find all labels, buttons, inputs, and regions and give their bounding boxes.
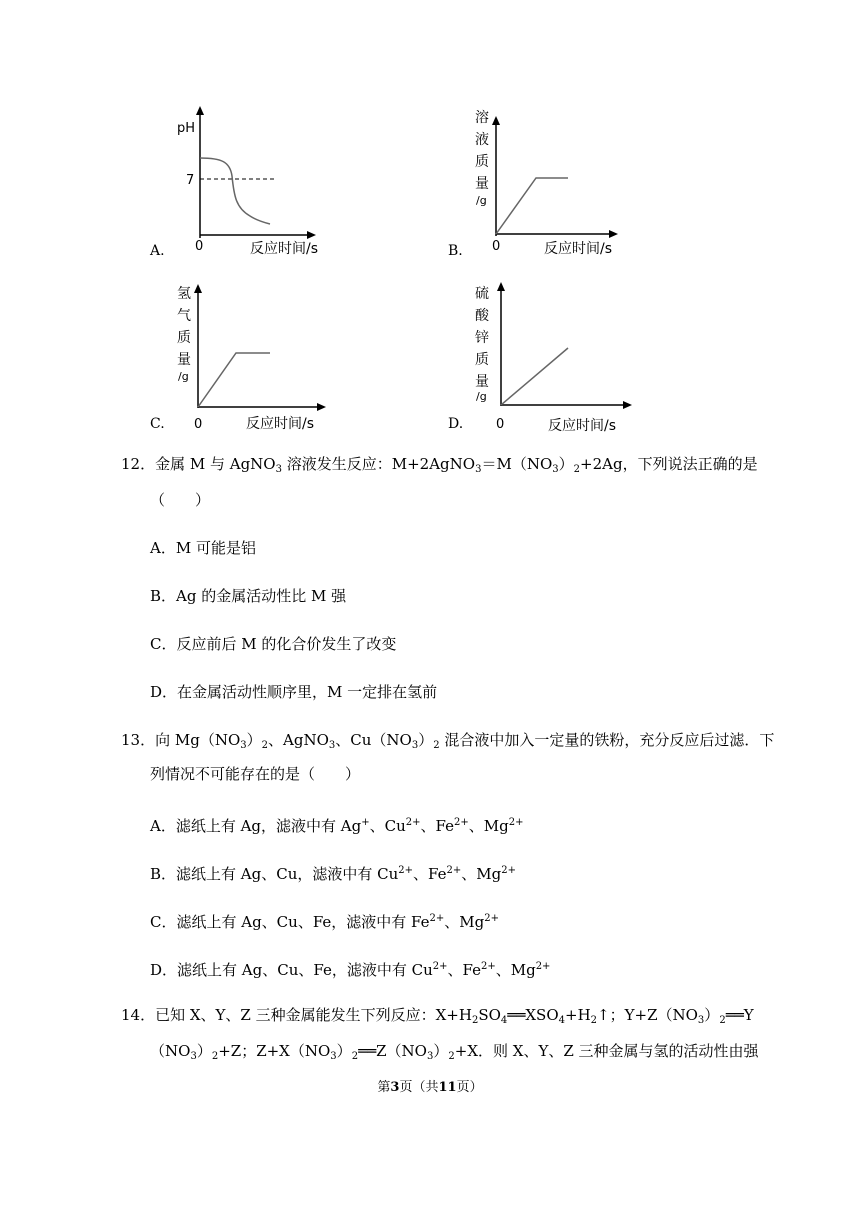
hydrogen-line xyxy=(198,353,270,407)
y-label-char-1: 硫 xyxy=(475,286,489,302)
q13-option-d: D．滤纸上有 Ag、Cu、Fe，滤液中有 $Cu^{2+}$、$Fe^{2+}$、$Mg^{2+}$ xyxy=(150,961,551,979)
y-label-char-2: 液 xyxy=(475,132,489,148)
y-label-char-3: 质 xyxy=(475,154,489,170)
option-a-letter: A. xyxy=(150,243,165,259)
origin-label: 0 xyxy=(496,417,505,432)
q13-stem-line2: 列情况不可能存在的是（ ） xyxy=(150,765,361,783)
x-arrow-icon xyxy=(623,401,632,409)
q12-answer-paren: （ ） xyxy=(150,491,211,509)
y-label-char-1: 溶 xyxy=(475,110,489,126)
x-arrow-icon xyxy=(307,231,316,239)
x-axis-label: 反应时间/s xyxy=(548,418,617,434)
origin-label: 0 xyxy=(195,239,204,254)
option-b-letter: B. xyxy=(448,243,463,259)
y-label-char-5: 量 xyxy=(475,374,489,390)
q12-option-d: D．在金属活动性顺序里，M 一定排在氢前 xyxy=(150,683,438,701)
graph-a xyxy=(160,100,420,260)
q12-option-b: B．Ag 的金属活动性比 M 强 xyxy=(150,587,347,605)
y-arrow-icon xyxy=(194,284,202,293)
y-label-char-4: 量 xyxy=(177,352,191,368)
x-axis-label: 反应时间/s xyxy=(250,241,319,257)
y-arrow-icon xyxy=(497,282,505,291)
y-arrow-icon xyxy=(492,116,500,125)
y-label-char-2: 酸 xyxy=(475,308,489,324)
x-axis-label: 反应时间/s xyxy=(544,241,613,257)
q13-stem-line1: 13．向 $Mg(NO_3)_2$、AgNO$_3$、$Cu(NO_3)_2$ 混合液中加入一定量的铁粉，充分反应后过滤．下 xyxy=(121,731,775,751)
option-d-letter: D. xyxy=(448,416,464,432)
q13-option-c: C．滤纸上有 Ag、Cu、Fe，滤液中有 $Fe^{2+}$、$Mg^{2+}$ xyxy=(150,913,499,931)
q14-stem-line1: 14．已知 X、Y、Z 三种金属能发生下列反应：$X+H_2SO_4══XSO_4+H_2↑$；$Y+Z(NO_3)_2══Y$ xyxy=(121,1006,754,1026)
y-label-char-4: 量 xyxy=(475,176,489,192)
y-label-char-1: 氢 xyxy=(177,286,191,302)
q12-option-a: A．M 可能是铝 xyxy=(150,539,256,557)
x-arrow-icon xyxy=(317,403,326,411)
q14-stem-line2: $(NO_3)_2+Z$；$Z+X(NO_3)_2══Z(NO_3)_2+X$．则 X、Y、Z 三种金属与氢的活动性由强 xyxy=(150,1042,759,1062)
origin-label: 0 xyxy=(492,239,501,254)
x-axis-label: 反应时间/s xyxy=(246,416,315,432)
page-number: 3 xyxy=(390,1080,400,1095)
q13-option-a: A．滤纸上有 Ag，滤液中有 Ag+、$Cu^{2+}$、$Fe^{2+}$、$Mg^{2+}$ xyxy=(150,817,524,835)
y-label-unit: /g xyxy=(476,390,487,403)
total-pages: 11 xyxy=(438,1080,457,1095)
graph-c xyxy=(160,278,420,438)
y-tick-label: 7 xyxy=(186,173,195,188)
page-footer: 第3页（共11页） xyxy=(377,1080,483,1095)
q12-stem: 12．金属 M 与 AgNO$_3$ 溶液发生反应：$M+2AgNO_3=M(NO_3)_2+2Ag$，下列说法正确的是 xyxy=(121,455,758,475)
graph-d xyxy=(460,278,720,438)
x-arrow-icon xyxy=(609,230,618,238)
option-c-letter: C. xyxy=(150,416,165,432)
origin-label: 0 xyxy=(194,417,203,432)
ph-curve xyxy=(200,158,270,224)
y-label-char-3: 质 xyxy=(177,330,191,346)
y-axis-label: pH xyxy=(177,121,196,136)
y-label-unit: /g xyxy=(178,370,189,383)
y-arrow-icon xyxy=(196,106,204,115)
zinc-sulfate-line xyxy=(501,348,568,405)
y-label-char-4: 质 xyxy=(475,352,489,368)
y-label-char-3: 锌 xyxy=(475,330,489,346)
q13-option-b: B．滤纸上有 Ag、Cu，滤液中有 $Cu^{2+}$、$Fe^{2+}$、$Mg^{2+}$ xyxy=(150,865,516,883)
q12-option-c: C．反应前后 M 的化合价发生了改变 xyxy=(150,635,397,653)
y-label-unit: /g xyxy=(476,194,487,207)
mass-line xyxy=(496,178,568,234)
y-label-char-2: 气 xyxy=(177,308,191,324)
graph-b xyxy=(460,100,720,260)
